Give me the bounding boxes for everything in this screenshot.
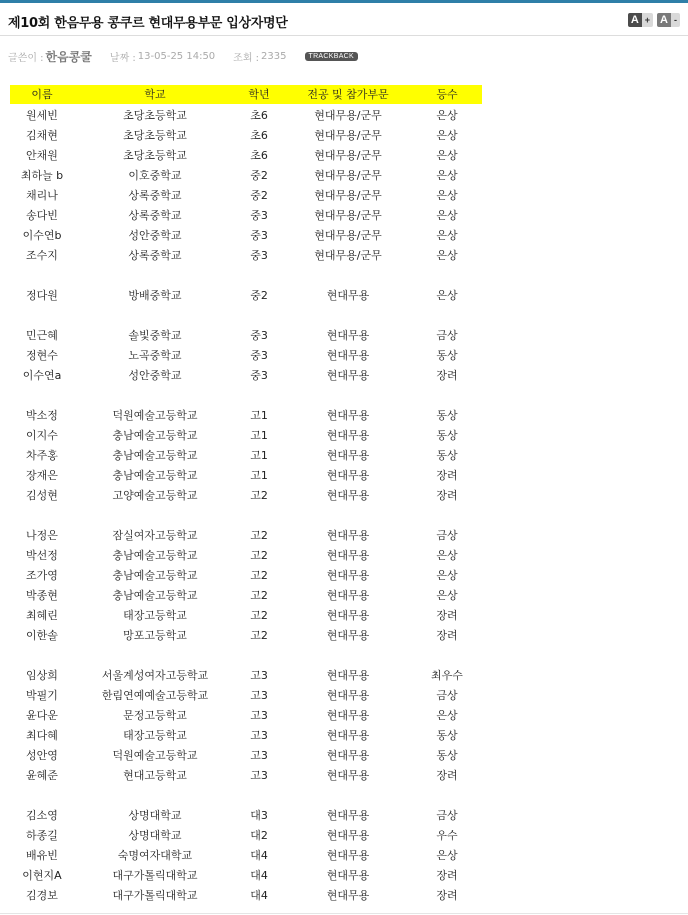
font-increase-button[interactable] xyxy=(628,13,653,27)
minus-icon: - xyxy=(671,13,680,27)
name-cell: 조가영 xyxy=(26,569,58,582)
school-cell: 노곡중학교 xyxy=(128,349,182,362)
award-cell: 우수 xyxy=(436,829,458,842)
name-cell: 김경보 xyxy=(26,889,58,902)
school-cell: 충남예술고등학교 xyxy=(112,549,198,562)
name-cell: 김성현 xyxy=(26,489,58,502)
name-cell: 박선정 xyxy=(26,549,58,562)
header-major: 전공 및 참가부문 xyxy=(307,88,389,101)
grade-cell: 고2 xyxy=(250,609,268,622)
award-cell: 은상 xyxy=(436,229,458,242)
grade-cell: 중2 xyxy=(250,169,268,182)
major-cell: 현대무용/군무 xyxy=(314,129,382,142)
school-cell: 상록중학교 xyxy=(128,189,182,202)
school-cell: 초당초등학교 xyxy=(123,109,187,122)
school-cell: 이호중학교 xyxy=(128,169,182,182)
grade-cell: 대4 xyxy=(250,889,268,902)
name-cell: 민근혜 xyxy=(26,329,58,342)
major-cell: 현대무용/군무 xyxy=(314,189,382,202)
school-cell: 충남예술고등학교 xyxy=(112,429,198,442)
major-cell: 현대무용 xyxy=(326,409,370,422)
award-cell: 장려 xyxy=(436,489,458,502)
major-cell: 현대무용 xyxy=(326,609,370,622)
award-cell: 은상 xyxy=(436,209,458,222)
trackback-button[interactable]: TRACKBACK xyxy=(305,52,359,61)
font-size-controls xyxy=(628,13,680,27)
bottom-divider xyxy=(0,913,688,914)
grade-cell: 고2 xyxy=(250,629,268,642)
name-cell: 이현지A xyxy=(22,869,62,882)
name-cell: 박종현 xyxy=(26,589,58,602)
major-cell: 현대무용 xyxy=(326,529,370,542)
name-cell: 최하늘 b xyxy=(20,169,64,182)
major-cell: 현대무용/군무 xyxy=(314,229,382,242)
school-cell: 태장고등학교 xyxy=(123,609,187,622)
author-label: 글쓴이 : xyxy=(8,53,44,64)
school-cell: 고양예술고등학교 xyxy=(112,489,198,502)
grade-cell: 초6 xyxy=(250,109,268,122)
grade-cell: 고2 xyxy=(250,589,268,602)
major-cell: 현대무용 xyxy=(326,289,370,302)
school-cell: 현대고등학교 xyxy=(123,769,187,782)
award-cell: 장려 xyxy=(436,469,458,482)
award-cell: 은상 xyxy=(436,709,458,722)
award-cell: 은상 xyxy=(436,109,458,122)
name-cell: 장재은 xyxy=(26,469,58,482)
school-cell: 상명대학교 xyxy=(128,809,182,822)
grade-cell: 대4 xyxy=(250,869,268,882)
major-cell: 현대무용/군무 xyxy=(314,149,382,162)
major-cell: 현대무용/군무 xyxy=(314,209,382,222)
header-name: 이름 xyxy=(31,88,53,101)
award-cell: 은상 xyxy=(436,249,458,262)
major-cell: 현대무용 xyxy=(326,869,370,882)
award-cell: 은상 xyxy=(436,149,458,162)
major-cell: 현대무용 xyxy=(326,489,370,502)
school-cell: 충남예술고등학교 xyxy=(112,569,198,582)
major-cell: 현대무용 xyxy=(326,749,370,762)
award-cell: 금상 xyxy=(436,809,458,822)
major-cell: 현대무용/군무 xyxy=(314,109,382,122)
major-cell: 현대무용 xyxy=(326,889,370,902)
school-cell: 망포고등학교 xyxy=(123,629,187,642)
school-cell: 문정고등학교 xyxy=(123,709,187,722)
grade-cell: 초6 xyxy=(250,149,268,162)
name-cell: 김소영 xyxy=(26,809,58,822)
award-cell: 은상 xyxy=(436,569,458,582)
school-cell: 충남예술고등학교 xyxy=(112,589,198,602)
name-cell: 송다빈 xyxy=(26,209,58,222)
school-cell: 방배중학교 xyxy=(128,289,182,302)
school-cell: 덕원예술고등학교 xyxy=(112,409,198,422)
major-cell: 현대무용 xyxy=(326,449,370,462)
major-cell: 현대무용 xyxy=(326,589,370,602)
name-cell: 원세빈 xyxy=(26,109,58,122)
school-cell: 상록중학교 xyxy=(128,249,182,262)
award-cell: 은상 xyxy=(436,849,458,862)
name-cell: 최혜린 xyxy=(26,609,58,622)
name-cell: 배유빈 xyxy=(26,849,58,862)
grade-cell: 중3 xyxy=(250,209,268,222)
major-cell: 현대무용 xyxy=(326,689,370,702)
major-cell: 현대무용/군무 xyxy=(314,169,382,182)
award-cell: 장려 xyxy=(436,369,458,382)
font-letter-icon: A xyxy=(628,13,642,27)
award-cell: 장려 xyxy=(436,869,458,882)
grade-cell: 고3 xyxy=(250,749,268,762)
grade-cell: 고3 xyxy=(250,709,268,722)
view-count: 2335 xyxy=(261,51,287,62)
school-cell: 상명대학교 xyxy=(128,829,182,842)
name-cell: 최다혜 xyxy=(26,729,58,742)
award-cell: 은상 xyxy=(436,289,458,302)
grade-cell: 고2 xyxy=(250,529,268,542)
grade-cell: 고3 xyxy=(250,669,268,682)
name-cell: 김채현 xyxy=(26,129,58,142)
grade-cell: 고2 xyxy=(250,569,268,582)
award-cell: 장려 xyxy=(436,609,458,622)
grade-cell: 고1 xyxy=(250,449,268,462)
plus-icon: + xyxy=(642,13,653,27)
name-cell: 나정은 xyxy=(26,529,58,542)
date-label: 날짜 : xyxy=(109,53,136,64)
grade-cell: 초6 xyxy=(250,129,268,142)
award-cell: 동상 xyxy=(436,729,458,742)
grade-cell: 고2 xyxy=(250,489,268,502)
grade-cell: 대3 xyxy=(250,809,268,822)
major-cell: 현대무용 xyxy=(326,769,370,782)
name-cell: 박소정 xyxy=(26,409,58,422)
grade-cell: 고1 xyxy=(250,469,268,482)
award-cell: 은상 xyxy=(436,169,458,182)
school-cell: 초당초등학교 xyxy=(123,129,187,142)
major-cell: 현대무용 xyxy=(326,349,370,362)
grade-cell: 고1 xyxy=(250,429,268,442)
school-cell: 초당초등학교 xyxy=(123,149,187,162)
school-cell: 서울계성여자고등학교 xyxy=(101,669,209,682)
name-cell: 하종길 xyxy=(26,829,58,842)
post-title-bar xyxy=(0,3,688,36)
award-cell: 동상 xyxy=(436,449,458,462)
grade-cell: 중3 xyxy=(250,369,268,382)
major-cell: 현대무용 xyxy=(326,829,370,842)
name-cell: 윤혜준 xyxy=(26,769,58,782)
author-name[interactable]: 한음콩쿨 xyxy=(45,50,92,64)
major-cell: 현대무용/군무 xyxy=(314,249,382,262)
grade-cell: 중3 xyxy=(250,329,268,342)
grade-cell: 대2 xyxy=(250,829,268,842)
name-cell: 정현수 xyxy=(26,349,58,362)
name-cell: 이수연b xyxy=(22,229,62,242)
major-cell: 현대무용 xyxy=(326,469,370,482)
header-grade: 학년 xyxy=(248,88,270,101)
award-cell: 금상 xyxy=(436,329,458,342)
font-letter-icon: A xyxy=(657,13,671,27)
major-cell: 현대무용 xyxy=(326,709,370,722)
post-title: 제10회 한음무용 콩쿠르 현대무용부문 입상자명단 xyxy=(8,16,288,31)
school-cell: 숙명여자대학교 xyxy=(117,849,193,862)
award-cell: 금상 xyxy=(436,529,458,542)
views-label: 조회 : xyxy=(233,53,260,64)
school-cell: 잠실여자고등학교 xyxy=(112,529,198,542)
school-cell: 한림연예예술고등학교 xyxy=(101,689,209,702)
award-cell: 금상 xyxy=(436,689,458,702)
name-cell: 이지수 xyxy=(26,429,58,442)
school-cell: 성안중학교 xyxy=(128,229,182,242)
grade-cell: 중3 xyxy=(250,249,268,262)
school-cell: 덕원예술고등학교 xyxy=(112,749,198,762)
award-cell: 최우수 xyxy=(431,669,463,682)
school-cell: 태장고등학교 xyxy=(123,729,187,742)
name-cell: 임상희 xyxy=(26,669,58,682)
grade-cell: 대4 xyxy=(250,849,268,862)
grade-cell: 고3 xyxy=(250,769,268,782)
school-cell: 대구가톨릭대학교 xyxy=(112,889,198,902)
name-cell: 이수연a xyxy=(22,369,62,382)
post-meta xyxy=(8,48,358,65)
major-cell: 현대무용 xyxy=(326,369,370,382)
header-award: 등수 xyxy=(436,88,458,101)
name-cell: 정다원 xyxy=(26,289,58,302)
grade-cell: 중3 xyxy=(250,349,268,362)
major-cell: 현대무용 xyxy=(326,329,370,342)
award-cell: 동상 xyxy=(436,349,458,362)
grade-cell: 고2 xyxy=(250,549,268,562)
name-cell: 차주홍 xyxy=(26,449,58,462)
major-cell: 현대무용 xyxy=(326,569,370,582)
major-cell: 현대무용 xyxy=(326,669,370,682)
school-cell: 성안중학교 xyxy=(128,369,182,382)
name-cell: 이한솔 xyxy=(26,629,58,642)
post-date: 13-05-25 14:50 xyxy=(137,51,216,62)
name-cell: 성안영 xyxy=(26,749,58,762)
font-decrease-button[interactable] xyxy=(657,13,680,27)
award-cell: 장려 xyxy=(436,889,458,902)
major-cell: 현대무용 xyxy=(326,429,370,442)
name-cell: 안채원 xyxy=(26,149,58,162)
award-cell: 동상 xyxy=(436,409,458,422)
grade-cell: 중2 xyxy=(250,289,268,302)
name-cell: 채리나 xyxy=(26,189,58,202)
major-cell: 현대무용 xyxy=(326,629,370,642)
header-school: 학교 xyxy=(144,88,166,101)
award-cell: 동상 xyxy=(436,429,458,442)
name-cell: 윤다운 xyxy=(26,709,58,722)
name-cell: 박필기 xyxy=(26,689,58,702)
award-cell: 은상 xyxy=(436,589,458,602)
major-cell: 현대무용 xyxy=(326,849,370,862)
major-cell: 현대무용 xyxy=(326,549,370,562)
award-cell: 장려 xyxy=(436,769,458,782)
major-cell: 현대무용 xyxy=(326,809,370,822)
award-cell: 은상 xyxy=(436,129,458,142)
award-cell: 은상 xyxy=(436,549,458,562)
school-cell: 상록중학교 xyxy=(128,209,182,222)
award-cell: 동상 xyxy=(436,749,458,762)
school-cell: 대구가톨릭대학교 xyxy=(112,869,198,882)
award-cell: 장려 xyxy=(436,629,458,642)
school-cell: 솔빛중학교 xyxy=(128,329,182,342)
award-cell: 은상 xyxy=(436,189,458,202)
school-cell: 충남예술고등학교 xyxy=(112,449,198,462)
name-cell: 조수지 xyxy=(26,249,58,262)
grade-cell: 고1 xyxy=(250,409,268,422)
grade-cell: 중2 xyxy=(250,189,268,202)
grade-cell: 고3 xyxy=(250,729,268,742)
major-cell: 현대무용 xyxy=(326,729,370,742)
grade-cell: 중3 xyxy=(250,229,268,242)
grade-cell: 고3 xyxy=(250,689,268,702)
school-cell: 충남예술고등학교 xyxy=(112,469,198,482)
